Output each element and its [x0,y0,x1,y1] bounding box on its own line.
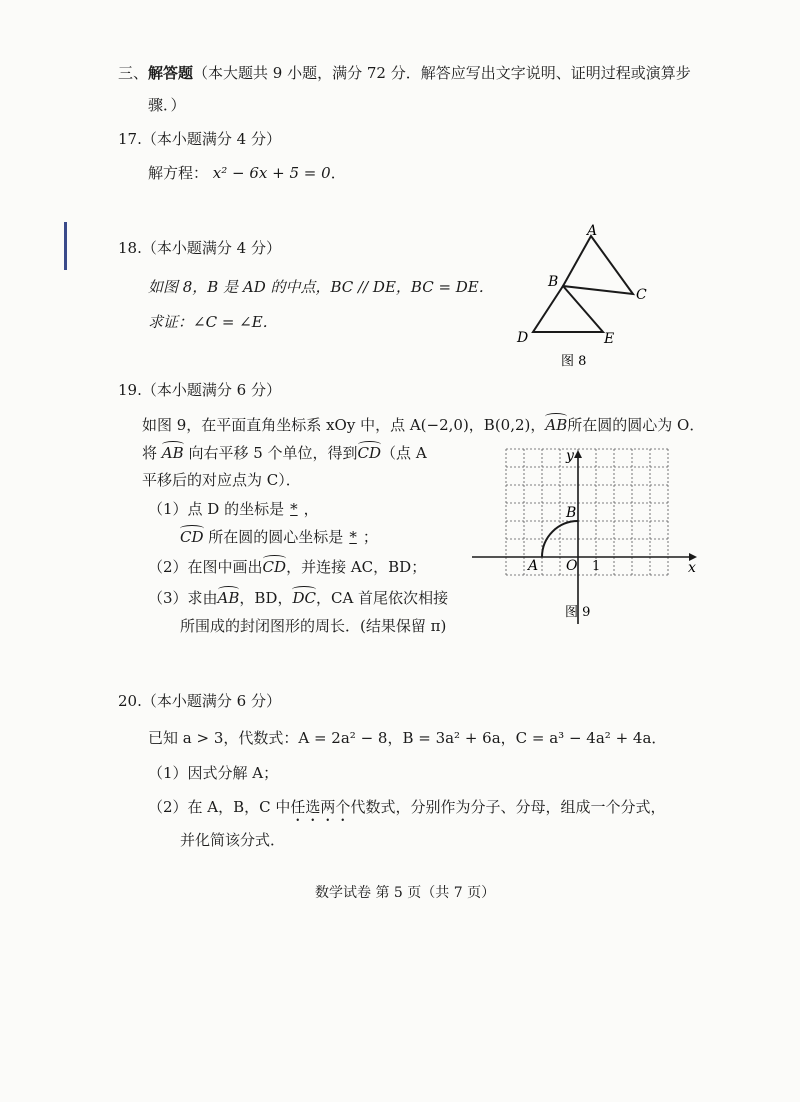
figure-8-caption: 图 8 [561,354,587,369]
q20-part2 [148,796,665,825]
q19-score: （本小题满分 6 分） [141,381,281,399]
label-c: C [636,287,647,303]
q19-part1-text: （1）点 D 的坐标是 [148,500,285,518]
arc-cd: CD [262,558,287,576]
y-axis-label: y [566,448,574,464]
q17-number: 17. [118,130,142,148]
q19-header [118,379,281,400]
q18-prove: 求证：∠C = ∠E． [148,313,278,331]
q18-score: （本小题满分 4 分） [141,239,281,257]
q18-given: 如图 8，B 是 AD 的中点，BC // DE，BC = DE． [148,278,494,296]
arc-ab: AB [217,589,240,607]
label-b: B [548,274,559,290]
q17-body [148,162,346,183]
q17-score: （本小题满分 4 分） [141,130,281,148]
point-a-label: A [528,558,539,574]
label-d: D [517,330,529,346]
section-title: 解答题 [148,64,194,82]
q19-part3-line2: 所围成的封闭图形的周长．(结果保留 π) [180,617,447,635]
y-axis-arrow [574,450,582,458]
page-footer: 数学试卷 第 5 页（共 7 页） [315,885,496,901]
q20-score: （本小题满分 6 分） [141,692,281,710]
q19-line2-a: 将 [142,444,158,462]
q19-part3 [148,587,448,608]
q18-header [118,237,281,258]
q17-end: ． [330,164,346,182]
q19-line3: 平移后的对应点为 C）． [142,471,301,489]
section-description: （本大题共 9 小题，满分 72 分．解答应写出文字说明、证明过程或演算步 [193,64,691,82]
arc-cd: CD [180,528,204,546]
q20-given: 已知 a > 3，代数式：A = 2a² − 8，B = 3a² + 6a，C = a³ − 4a² + 4a． [148,729,667,747]
q19-line1-b: 所在圆的圆心为 O． [567,416,705,434]
q20-part1: （1）因式分解 A； [148,764,279,782]
figure-8 [505,222,655,372]
q19-part1 [148,498,319,519]
q20-part2-line2: 并化简该分式． [180,831,286,849]
q20-part2-b: 代数式，分别作为分子、分母，组成一个分式， [350,798,666,816]
q19-part2-a: （2）在图中画出 [148,558,263,576]
point-b-label: B [566,505,577,521]
q19-part1-b [180,526,378,547]
q19-part3-c: ，CA 首尾依次相接 [315,589,449,607]
q19-part1-b-text: 所在圆的圆心坐标是 [208,528,344,546]
q19-part2-b: ，并连接 AC，BD； [286,558,427,576]
arc-ab: AB [161,444,184,462]
q20-part2-emphasis: 任选两个 [290,798,351,816]
scan-artifact-left-edge [64,222,67,270]
arc-ab: AB [545,416,568,434]
q19-line2 [142,442,427,463]
figure-9-caption: 图 9 [565,605,591,620]
q19-part3-b: ，BD， [239,589,293,607]
section-description-cont: 骤．） [148,96,186,114]
q19-line1-a: 如图 9，在平面直角坐标系 xOy 中，点 A(−2,0)，B(0,2)， [142,416,546,434]
figure-9 [468,446,708,626]
arc-cd: CD [357,444,382,462]
answer-blank-center[interactable]: * [349,528,357,546]
q20-part2-a: （2）在 A，B，C 中 [148,798,291,816]
section-heading [118,62,691,83]
label-a: A [587,223,598,239]
section-number: 三、 [118,64,149,82]
q19-line2-b: 向右平移 5 个单位，得到 [188,444,358,462]
x-axis-label: x [688,560,696,576]
q17-equation: x² − 6x + 5 = 0 [212,164,331,182]
q18-number: 18. [118,239,142,257]
triangle-abc [563,236,633,294]
q19-number: 19. [118,381,142,399]
q17-prompt: 解方程： [148,164,209,182]
q19-line1 [142,414,704,435]
triangle-bde [533,286,603,332]
q19-line2-c: （点 A [381,444,427,462]
origin-label: O [566,558,578,574]
q17-header [118,128,281,149]
q20-header [118,690,281,711]
q20-number: 20. [118,692,142,710]
q19-part2 [148,556,426,577]
q19-part3-a: （3）求由 [148,589,218,607]
arc-dc: DC [292,589,316,607]
tick-label-1: 1 [592,559,601,574]
coordinate-grid [506,449,668,575]
q19-part1-semicolon: ； [362,528,378,546]
label-e: E [604,331,615,347]
q19-part1-comma: ， [303,500,319,518]
answer-blank-d[interactable]: * [290,500,298,518]
